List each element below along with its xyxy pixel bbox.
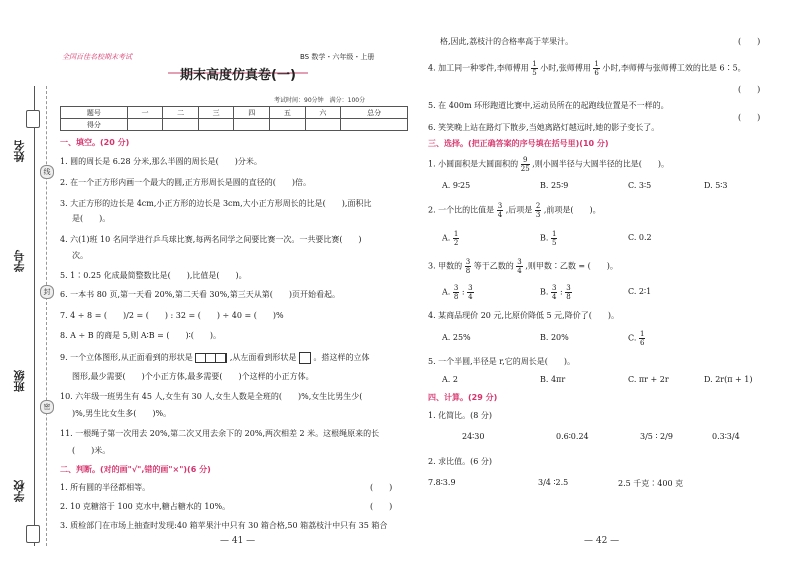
question-1-4-cont: 次。 <box>72 251 88 260</box>
option-b[interactable] <box>540 284 572 301</box>
question-1-4: 4. 六(1)班 10 名同学进行乒乓球比赛,每两名同学之间要比赛一次。一共要比赛( ) <box>60 235 362 244</box>
table-cell: 一 <box>127 107 163 119</box>
fraction <box>531 60 537 77</box>
q9-text-b: ,从左面看到形状是 <box>229 353 297 362</box>
section-title-choice: 三、选择。(把正确答案的序号填在括号里)(10 分) <box>428 139 609 148</box>
fraction <box>453 230 459 247</box>
table-cell: 三 <box>198 107 234 119</box>
score-input-cell[interactable] <box>127 119 163 131</box>
left-view-figure <box>299 352 311 364</box>
grade-label: BS 数学・六年级・上册 <box>300 53 375 61</box>
q33-text-c: ,则甲数∶乙数 = ( )。 <box>525 261 618 271</box>
question-1-9 <box>60 352 369 364</box>
option-d[interactable]: D. 2r(π + 1) <box>704 375 753 384</box>
section-title-calc: 四、计算。(29 分) <box>428 393 498 402</box>
class-field-label: 班级 <box>13 370 26 392</box>
option-c[interactable]: C. 0.2 <box>628 233 652 242</box>
q33-text-a: 3. 甲数的 <box>428 261 463 271</box>
fraction <box>465 258 471 275</box>
question-3-4: 4. 某商品现价 20 元,比原价降低 5 元,降价了( )。 <box>428 311 619 320</box>
answer-paren[interactable]: ( ) <box>370 483 393 492</box>
seal-mark-secret: 密 <box>40 400 54 414</box>
page-number-right: — 42 — <box>584 536 620 546</box>
option-b[interactable]: B. 25∶9 <box>540 181 569 190</box>
fraction-denominator: 2 <box>453 239 459 247</box>
fraction-denominator: 6 <box>594 69 599 77</box>
q32-text-b: ,后项是 <box>505 205 533 215</box>
front-view-figure <box>195 353 227 363</box>
question-1-3-cont: 是( )。 <box>72 214 111 223</box>
option-a[interactable]: A. 25% <box>442 333 471 342</box>
calc-item: 3/5 ∶ 2/9 <box>640 432 673 441</box>
answer-paren[interactable]: ( ) <box>738 85 761 94</box>
section-title-fill: 一、填空。(20 分) <box>60 138 130 147</box>
q9-text-a: 9. 一个立体图形,从正面看到的形状是 <box>60 353 193 362</box>
question-3-2 <box>428 202 601 219</box>
calc-item: 24∶30 <box>462 432 485 441</box>
score-table <box>60 106 408 131</box>
question-2-5: 5. 在 400m 环形跑道比赛中,运动员所在的起跑线位置是不一样的。 <box>428 101 669 110</box>
fraction-numerator: 3 <box>497 202 503 210</box>
fraction-denominator: 4 <box>551 293 557 301</box>
option-a[interactable]: A. 9∶25 <box>442 181 471 190</box>
option-c[interactable] <box>628 330 645 347</box>
table-cell: 四 <box>234 107 270 119</box>
question-1-5: 5. 1∶0.25 化成最简整数比是( ),比值是( )。 <box>60 271 247 280</box>
fraction <box>497 202 503 219</box>
option-b[interactable] <box>540 230 557 247</box>
question-1-10-cont: )%,男生比女生多( )%。 <box>72 409 172 418</box>
calc-item: 3/4 ∶2.5 <box>538 478 569 487</box>
table-cell: 得分 <box>61 119 128 131</box>
table-cell: 五 <box>270 107 306 119</box>
question-2-6: 6. 笑笑晚上站在路灯下散步,当她离路灯越远时,她的影子变长了。 <box>428 123 660 132</box>
binding-strip <box>0 0 50 576</box>
option-a[interactable] <box>442 284 474 301</box>
name-field-label: 姓名 <box>13 140 26 162</box>
fraction-denominator: 4 <box>468 293 473 301</box>
binding-notch <box>26 110 40 128</box>
question-1-6: 6. 一本书 80 页,第一天看 20%,第二天看 30%,第三天从第( )页开始看起。 <box>60 290 340 299</box>
section-title-judge: 二、判断。(对的画"√",错的画"×")(6 分) <box>60 465 211 474</box>
answer-paren[interactable]: ( ) <box>738 113 761 122</box>
question-2-3-cont: 格,因此,荔枝汁的合格率高于苹果汁。 <box>440 37 574 46</box>
fraction <box>516 258 522 275</box>
fraction-numerator: 9 <box>521 156 530 165</box>
seal-line <box>46 86 47 546</box>
option-a[interactable] <box>442 230 459 247</box>
fraction-numerator: 1 <box>594 60 599 68</box>
fraction-numerator: 1 <box>639 330 645 338</box>
question-2-3: 3. 质检部门在市场上抽查时发现:40 箱苹果汁中只有 30 箱合格,50 箱荔枝汁中只有 35 箱合 <box>60 521 388 530</box>
q31-text-a: 1. 小圆面积是大圆面积的 <box>428 159 519 169</box>
fraction-numerator: 1 <box>532 60 537 68</box>
option-letter: A. <box>442 287 451 297</box>
score-table-row <box>61 119 408 131</box>
fraction-numerator: 1 <box>453 230 459 238</box>
fraction <box>521 156 530 173</box>
score-input-cell[interactable] <box>341 119 408 131</box>
calc-sub-1: 1. 化简比。(8 分) <box>428 411 493 420</box>
fraction <box>551 284 557 301</box>
option-c[interactable]: C. 3∶5 <box>628 181 652 190</box>
fraction-denominator: 4 <box>517 267 522 275</box>
fraction-numerator: 3 <box>551 284 557 292</box>
fraction-denominator: 25 <box>520 165 530 173</box>
option-letter: C. <box>628 333 637 343</box>
exam-time-info: 考试时间：90分钟 满分：100分 <box>274 97 366 104</box>
fraction-denominator: 8 <box>566 293 571 301</box>
page-title: 期末高度仿真卷(一) <box>180 68 296 83</box>
score-input-cell[interactable] <box>198 119 234 131</box>
q24-text-c: 小时,李师傅与张师傅工效的比是 6∶5。 <box>602 63 746 73</box>
student-id-field-label: 学号 <box>13 250 26 272</box>
seal-mark-seal: 封 <box>40 285 54 299</box>
fraction-numerator: 3 <box>517 258 522 266</box>
question-3-5: 5. 一个半圆,半径是 r,它的周长是( )。 <box>428 357 575 366</box>
score-input-cell[interactable] <box>305 119 341 131</box>
fraction-denominator: 4 <box>497 211 503 219</box>
fraction-denominator: 3 <box>535 211 541 219</box>
q32-text-c: ,前项是( )。 <box>543 205 601 215</box>
option-c[interactable]: C. πr + 2r <box>628 375 669 384</box>
option-letter: B. <box>540 287 549 297</box>
table-cell: 题号 <box>61 107 128 119</box>
ratio-colon: : <box>461 287 465 297</box>
fraction-denominator: 5 <box>551 239 557 247</box>
score-input-cell[interactable] <box>163 119 199 131</box>
question-1-10: 10. 六年级一班男生有 45 人,女生有 30 人,女生人数是全班的( )%,女生比男生少( <box>60 392 363 401</box>
fraction-numerator: 1 <box>551 230 557 238</box>
table-cell: 二 <box>163 107 199 119</box>
question-1-11-cont: ( )米。 <box>72 446 111 455</box>
score-input-cell[interactable] <box>234 119 270 131</box>
fraction-numerator: 3 <box>453 284 459 292</box>
binding-notch <box>26 525 40 543</box>
calc-item: 7.8∶3.9 <box>428 478 456 487</box>
question-2-1: 1. 所有圆的半径都相等。 <box>60 483 151 492</box>
question-1-2: 2. 在一个正方形内画一个最大的圆,正方形周长是圆的直径的( )倍。 <box>60 178 311 187</box>
fraction-denominator: 8 <box>453 293 459 301</box>
fraction <box>639 330 645 347</box>
question-1-8: 8. A ÷ B 的商是 5,则 A∶B = ( )∶( )。 <box>60 331 221 340</box>
school-field-label: 学校 <box>13 480 26 502</box>
fraction-denominator: 5 <box>532 69 537 77</box>
table-cell: 总分 <box>341 107 408 119</box>
question-2-4 <box>428 60 746 77</box>
option-b[interactable]: B. 4πr <box>540 375 566 384</box>
calc-item: 2.5 千克∶400 克 <box>618 479 684 488</box>
q24-text-a: 4. 加工同一种零件,李师傅用 <box>428 63 529 73</box>
seal-mark-line: 线 <box>40 165 54 179</box>
fraction <box>467 284 473 301</box>
option-letter: B. <box>540 233 549 243</box>
q33-text-b: 等于乙数的 <box>473 261 514 271</box>
fraction-numerator: 3 <box>465 258 471 266</box>
option-b[interactable]: B. 20% <box>540 333 569 342</box>
ratio-colon: : <box>559 287 563 297</box>
fraction-denominator: 6 <box>639 339 645 347</box>
score-table-row <box>61 107 408 119</box>
page-number-left: — 41 — <box>220 536 256 546</box>
table-cell: 六 <box>305 107 341 119</box>
fraction-denominator: 8 <box>465 267 471 275</box>
calc-item: 0.6∶0.24 <box>556 432 589 441</box>
option-d[interactable]: D. 5∶3 <box>704 181 728 190</box>
fraction <box>593 60 599 77</box>
question-1-1: 1. 圆的周长是 6.28 分米,那么半圆的周长是( )分米。 <box>60 157 262 166</box>
fraction <box>535 202 541 219</box>
question-3-1 <box>428 156 669 173</box>
q32-text-a: 2. 一个比的比值是 <box>428 205 495 215</box>
cut-line <box>34 86 35 546</box>
question-1-11: 11. 一根绳子第一次用去 20%,第二次又用去余下的 20%,两次相差 2 米。这根绳原来的长 <box>60 429 380 438</box>
title-banner <box>168 64 308 82</box>
fraction-numerator: 2 <box>535 202 541 210</box>
calc-item: 0.3∶3/4 <box>712 432 740 441</box>
question-2-2: 2. 10 克糖溶于 100 克水中,糖占糖水的 10%。 <box>60 502 231 511</box>
fraction <box>453 284 459 301</box>
answer-paren[interactable]: ( ) <box>370 502 393 511</box>
calc-sub-2: 2. 求比值。(6 分) <box>428 457 493 466</box>
q24-text-b: 小时,张师傅用 <box>540 63 591 73</box>
fraction-numerator: 3 <box>566 284 571 292</box>
fraction <box>551 230 557 247</box>
option-a[interactable]: A. 2 <box>442 375 458 384</box>
question-1-3: 3. 大正方形的边长是 4cm,小正方形的边长是 3cm,大小正方形周长的比是( ),面积比 <box>60 199 372 208</box>
q31-text-b: ,则小圆半径与大圆半径的比是( )。 <box>532 159 669 169</box>
option-c[interactable]: C. 2∶1 <box>628 287 652 296</box>
question-1-9-cont: 图形,最少需要( )个小正方体,最多需要( )个这样的小正方体。 <box>72 372 314 381</box>
series-label: 全国百佳名校期末考试 <box>62 53 132 61</box>
answer-paren[interactable]: ( ) <box>738 37 761 46</box>
score-input-cell[interactable] <box>270 119 306 131</box>
option-letter: A. <box>442 233 451 243</box>
fraction-numerator: 3 <box>468 284 473 292</box>
question-1-7: 7. 4 ÷ 8 = ( )/2 = ( ) : 32 = ( ) ÷ 40 = ( )% <box>60 311 284 320</box>
q9-text-c: 。搭这样的立体 <box>313 353 370 362</box>
question-3-3 <box>428 258 618 275</box>
fraction <box>565 284 571 301</box>
